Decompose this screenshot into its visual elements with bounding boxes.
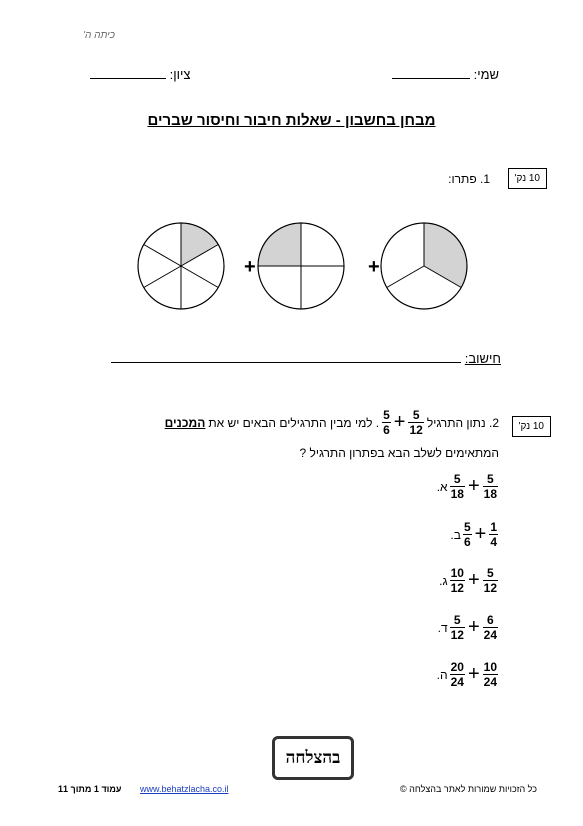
page-number: עמוד 1 מתוך 11 [58, 784, 122, 794]
fraction: $\frac{5}{18}$ [450, 472, 464, 501]
logo-text: בהצלחה [285, 748, 341, 768]
q1-points-box: 10 נק' [508, 168, 547, 189]
fraction: $\frac{5}{12}$ [483, 566, 497, 595]
calc-field[interactable] [111, 350, 501, 366]
slice-divider [387, 266, 424, 288]
plus-sign: + [467, 569, 480, 591]
plus-sign: + [467, 616, 480, 638]
grade-label: כיתה ה' [83, 30, 115, 41]
circle-quarters [258, 223, 344, 309]
q2-plus: + [393, 411, 406, 433]
option-expression [463, 520, 498, 549]
option-label: ד. [437, 620, 448, 635]
fraction: $\frac{1}{4}$ [490, 520, 497, 549]
fraction: $\frac{5}{12}$ [450, 613, 464, 642]
answer-option[interactable] [435, 660, 498, 689]
copyright: כל הזכויות שמורות לאתר בהצלחה © [400, 784, 537, 794]
q2-line2: המתאימים לשלב הבא בפתרון התרגיל ? [299, 446, 499, 460]
score-label: ציון: [169, 67, 191, 82]
fraction-circles [130, 218, 470, 318]
behatzlacha-logo [272, 736, 354, 780]
score-field[interactable] [90, 66, 190, 82]
option-label: ג. [439, 573, 448, 588]
q2-frac-a: $\frac{5}{6}$ [383, 408, 390, 437]
option-expression [450, 566, 498, 595]
answer-option[interactable] [437, 566, 498, 595]
fraction: $\frac{10}{24}$ [483, 660, 497, 689]
option-expression [450, 613, 498, 642]
fraction: $\frac{5}{18}$ [483, 472, 497, 501]
option-label: ה. [436, 667, 448, 682]
slice-divider [144, 245, 181, 267]
q1-plus-2: + [368, 256, 380, 278]
answer-option[interactable] [436, 613, 498, 642]
shaded-slice [424, 223, 467, 288]
score-line[interactable] [90, 66, 166, 79]
fraction: $\frac{20}{24}$ [450, 660, 464, 689]
shaded-slice [181, 223, 218, 266]
q2-text-after: . למי מבין התרגילים הבאים יש את [208, 415, 380, 430]
answer-option[interactable] [448, 520, 498, 549]
q1-plus-1: + [244, 256, 256, 278]
page-title: מבחן בחשבון - שאלות חיבור וחיסור שברים [147, 112, 436, 129]
name-line[interactable] [392, 66, 470, 79]
circle-thirds [381, 223, 467, 309]
option-label: ב. [450, 527, 461, 542]
plus-sign: + [467, 475, 480, 497]
q2-emphasis: המכנים [164, 415, 206, 430]
answer-option[interactable] [435, 472, 498, 501]
fraction: $\frac{5}{6}$ [463, 520, 471, 549]
plus-sign: + [467, 663, 480, 685]
site-link[interactable]: www.behatzlacha.co.il [140, 784, 229, 794]
fraction: $\frac{10}{12}$ [450, 566, 464, 595]
name-label: שמי: [473, 67, 499, 82]
slice-divider [181, 266, 218, 288]
fraction: $\frac{6}{24}$ [483, 613, 497, 642]
option-expression [450, 660, 498, 689]
q2-points-box: 10 נק' [512, 416, 551, 437]
calc-line[interactable] [111, 350, 461, 363]
q2-expression [382, 408, 424, 437]
q2-text-before: 2. נתון התרגיל [426, 415, 499, 430]
q2-frac-b: $\frac{5}{12}$ [409, 408, 423, 437]
option-expression [450, 472, 498, 501]
q2-line1 [165, 408, 499, 437]
calc-label: חישוב: [464, 351, 501, 366]
circle-sixths [138, 223, 224, 309]
plus-sign: + [474, 523, 487, 545]
slice-divider [144, 266, 181, 288]
name-field[interactable] [392, 66, 499, 82]
option-label: א. [436, 479, 448, 494]
q1-text: 1. פתרו: [448, 172, 490, 186]
